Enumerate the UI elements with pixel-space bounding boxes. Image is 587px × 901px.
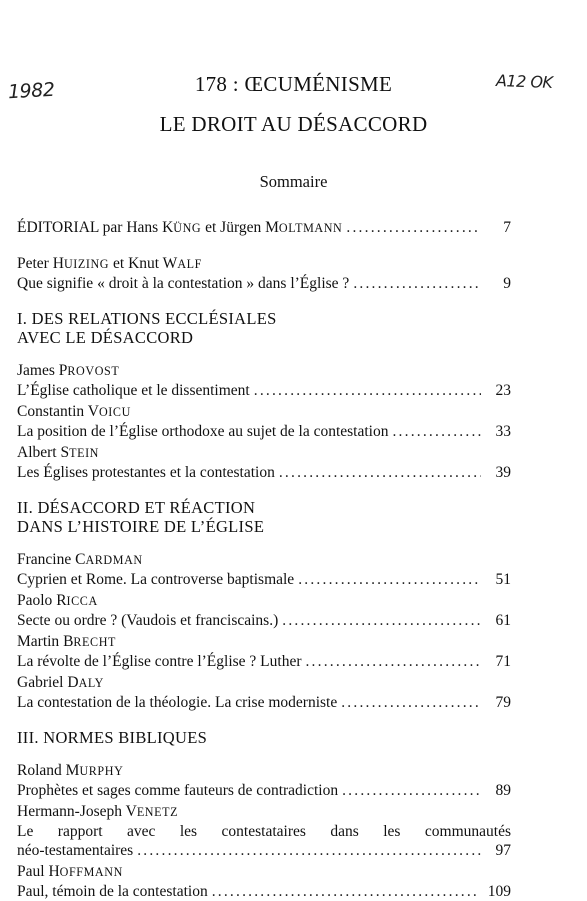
leader-dots xyxy=(212,882,480,901)
toc-entry-intro xyxy=(17,274,511,293)
toc-entry-author: Constantin VOICU xyxy=(17,403,131,420)
toc-entry xyxy=(17,781,511,800)
toc-entry xyxy=(17,381,511,400)
toc-entry xyxy=(17,841,511,860)
leader-dots xyxy=(346,218,481,237)
issue-subtitle: LE DROIT AU DÉSACCORD xyxy=(159,112,428,136)
leader-dots xyxy=(392,422,481,441)
section-heading-3: III. NORMES BIBLIQUES xyxy=(17,728,208,747)
page-number: 109 xyxy=(487,883,511,900)
toc-entry xyxy=(17,422,511,441)
toc-entry xyxy=(17,570,511,589)
page-number: 79 xyxy=(495,694,511,711)
toc-entry-author: Hermann-Joseph VENETZ xyxy=(17,803,179,820)
entry-title: ÉDITORIAL par Hans KÜNG et Jürgen MOLTMANN xyxy=(17,219,343,236)
page-number: 89 xyxy=(495,782,511,799)
toc-entry xyxy=(17,611,511,630)
entry-title: néo-testamentaires xyxy=(17,842,134,859)
section-heading-2-cont: DANS L’HISTOIRE DE L’ÉGLISE xyxy=(17,517,265,536)
entry-title: L’Église catholique et le dissentiment xyxy=(17,382,250,399)
section-heading-2: II. DÉSACCORD ET RÉACTION xyxy=(17,498,256,517)
handwritten-margin-note: A12 OK xyxy=(495,71,553,92)
toc-entry-author: Roland MURPHY xyxy=(17,762,124,779)
entry-title-line: Le rapport avec les contestataires dans les communautés xyxy=(17,823,511,840)
leader-dots xyxy=(353,274,481,293)
leader-dots xyxy=(137,841,481,860)
page-number: 7 xyxy=(503,219,511,236)
entry-title: Que signifie « droit à la contestation » dans l’Église ? xyxy=(17,275,350,292)
entry-title: La révolte de l’Église contre l’Église ? Luther xyxy=(17,653,302,670)
page-number: 9 xyxy=(503,275,511,292)
leader-dots xyxy=(341,693,481,712)
entry-title: La position de l’Église orthodoxe au sujet de la contestation xyxy=(17,423,389,440)
leader-dots xyxy=(282,611,481,630)
toc-entry-author: James PROVOST xyxy=(17,362,120,379)
toc-entry-author: Albert STEIN xyxy=(17,444,100,461)
toc-entry xyxy=(17,652,511,671)
page-number: 51 xyxy=(495,571,511,588)
section-heading-1: I. DES RELATIONS ECCLÉSIALES xyxy=(17,309,277,328)
leader-dots xyxy=(298,570,481,589)
entry-title: Prophètes et sages comme fauteurs de contradiction xyxy=(17,782,339,799)
handwritten-year-note: 1982 xyxy=(7,78,55,104)
toc-entry-author: Peter HUIZING et Knut WALF xyxy=(17,255,202,272)
entry-title: Paul, témoin de la contestation xyxy=(17,883,208,900)
toc-entry-author: Paul HOFFMANN xyxy=(17,863,123,880)
toc-entry-author: Gabriel DALY xyxy=(17,674,104,691)
toc-entry-editorial xyxy=(17,218,511,238)
page-number: 39 xyxy=(495,464,511,481)
page-number: 97 xyxy=(495,842,511,859)
toc-entry xyxy=(17,882,511,901)
toc-entry xyxy=(17,463,511,482)
leader-dots xyxy=(305,652,481,671)
page-number: 71 xyxy=(495,653,511,670)
page-number: 23 xyxy=(495,382,511,399)
page-number: 61 xyxy=(495,612,511,629)
issue-title: 178 : ŒCUMÉNISME xyxy=(194,72,393,96)
sommaire-heading: Sommaire xyxy=(259,172,328,191)
entry-title: La contestation de la théologie. La crise moderniste xyxy=(17,694,338,711)
leader-dots xyxy=(342,781,481,800)
table-of-contents xyxy=(17,218,511,901)
entry-title: Les Églises protestantes et la contestation xyxy=(17,464,275,481)
page-number: 33 xyxy=(495,423,511,440)
toc-entry-author: Paolo RICCA xyxy=(17,592,98,609)
entry-title: Cyprien et Rome. La controverse baptismale xyxy=(17,571,295,588)
section-heading-1-cont: AVEC LE DÉSACCORD xyxy=(17,328,194,347)
toc-entry xyxy=(17,693,511,712)
toc-entry-author: Francine CARDMAN xyxy=(17,551,143,568)
entry-title: Secte ou ordre ? (Vaudois et franciscains.) xyxy=(17,612,279,629)
leader-dots xyxy=(254,381,481,400)
leader-dots xyxy=(279,463,481,482)
toc-entry-author: Martin BRECHT xyxy=(17,633,116,650)
